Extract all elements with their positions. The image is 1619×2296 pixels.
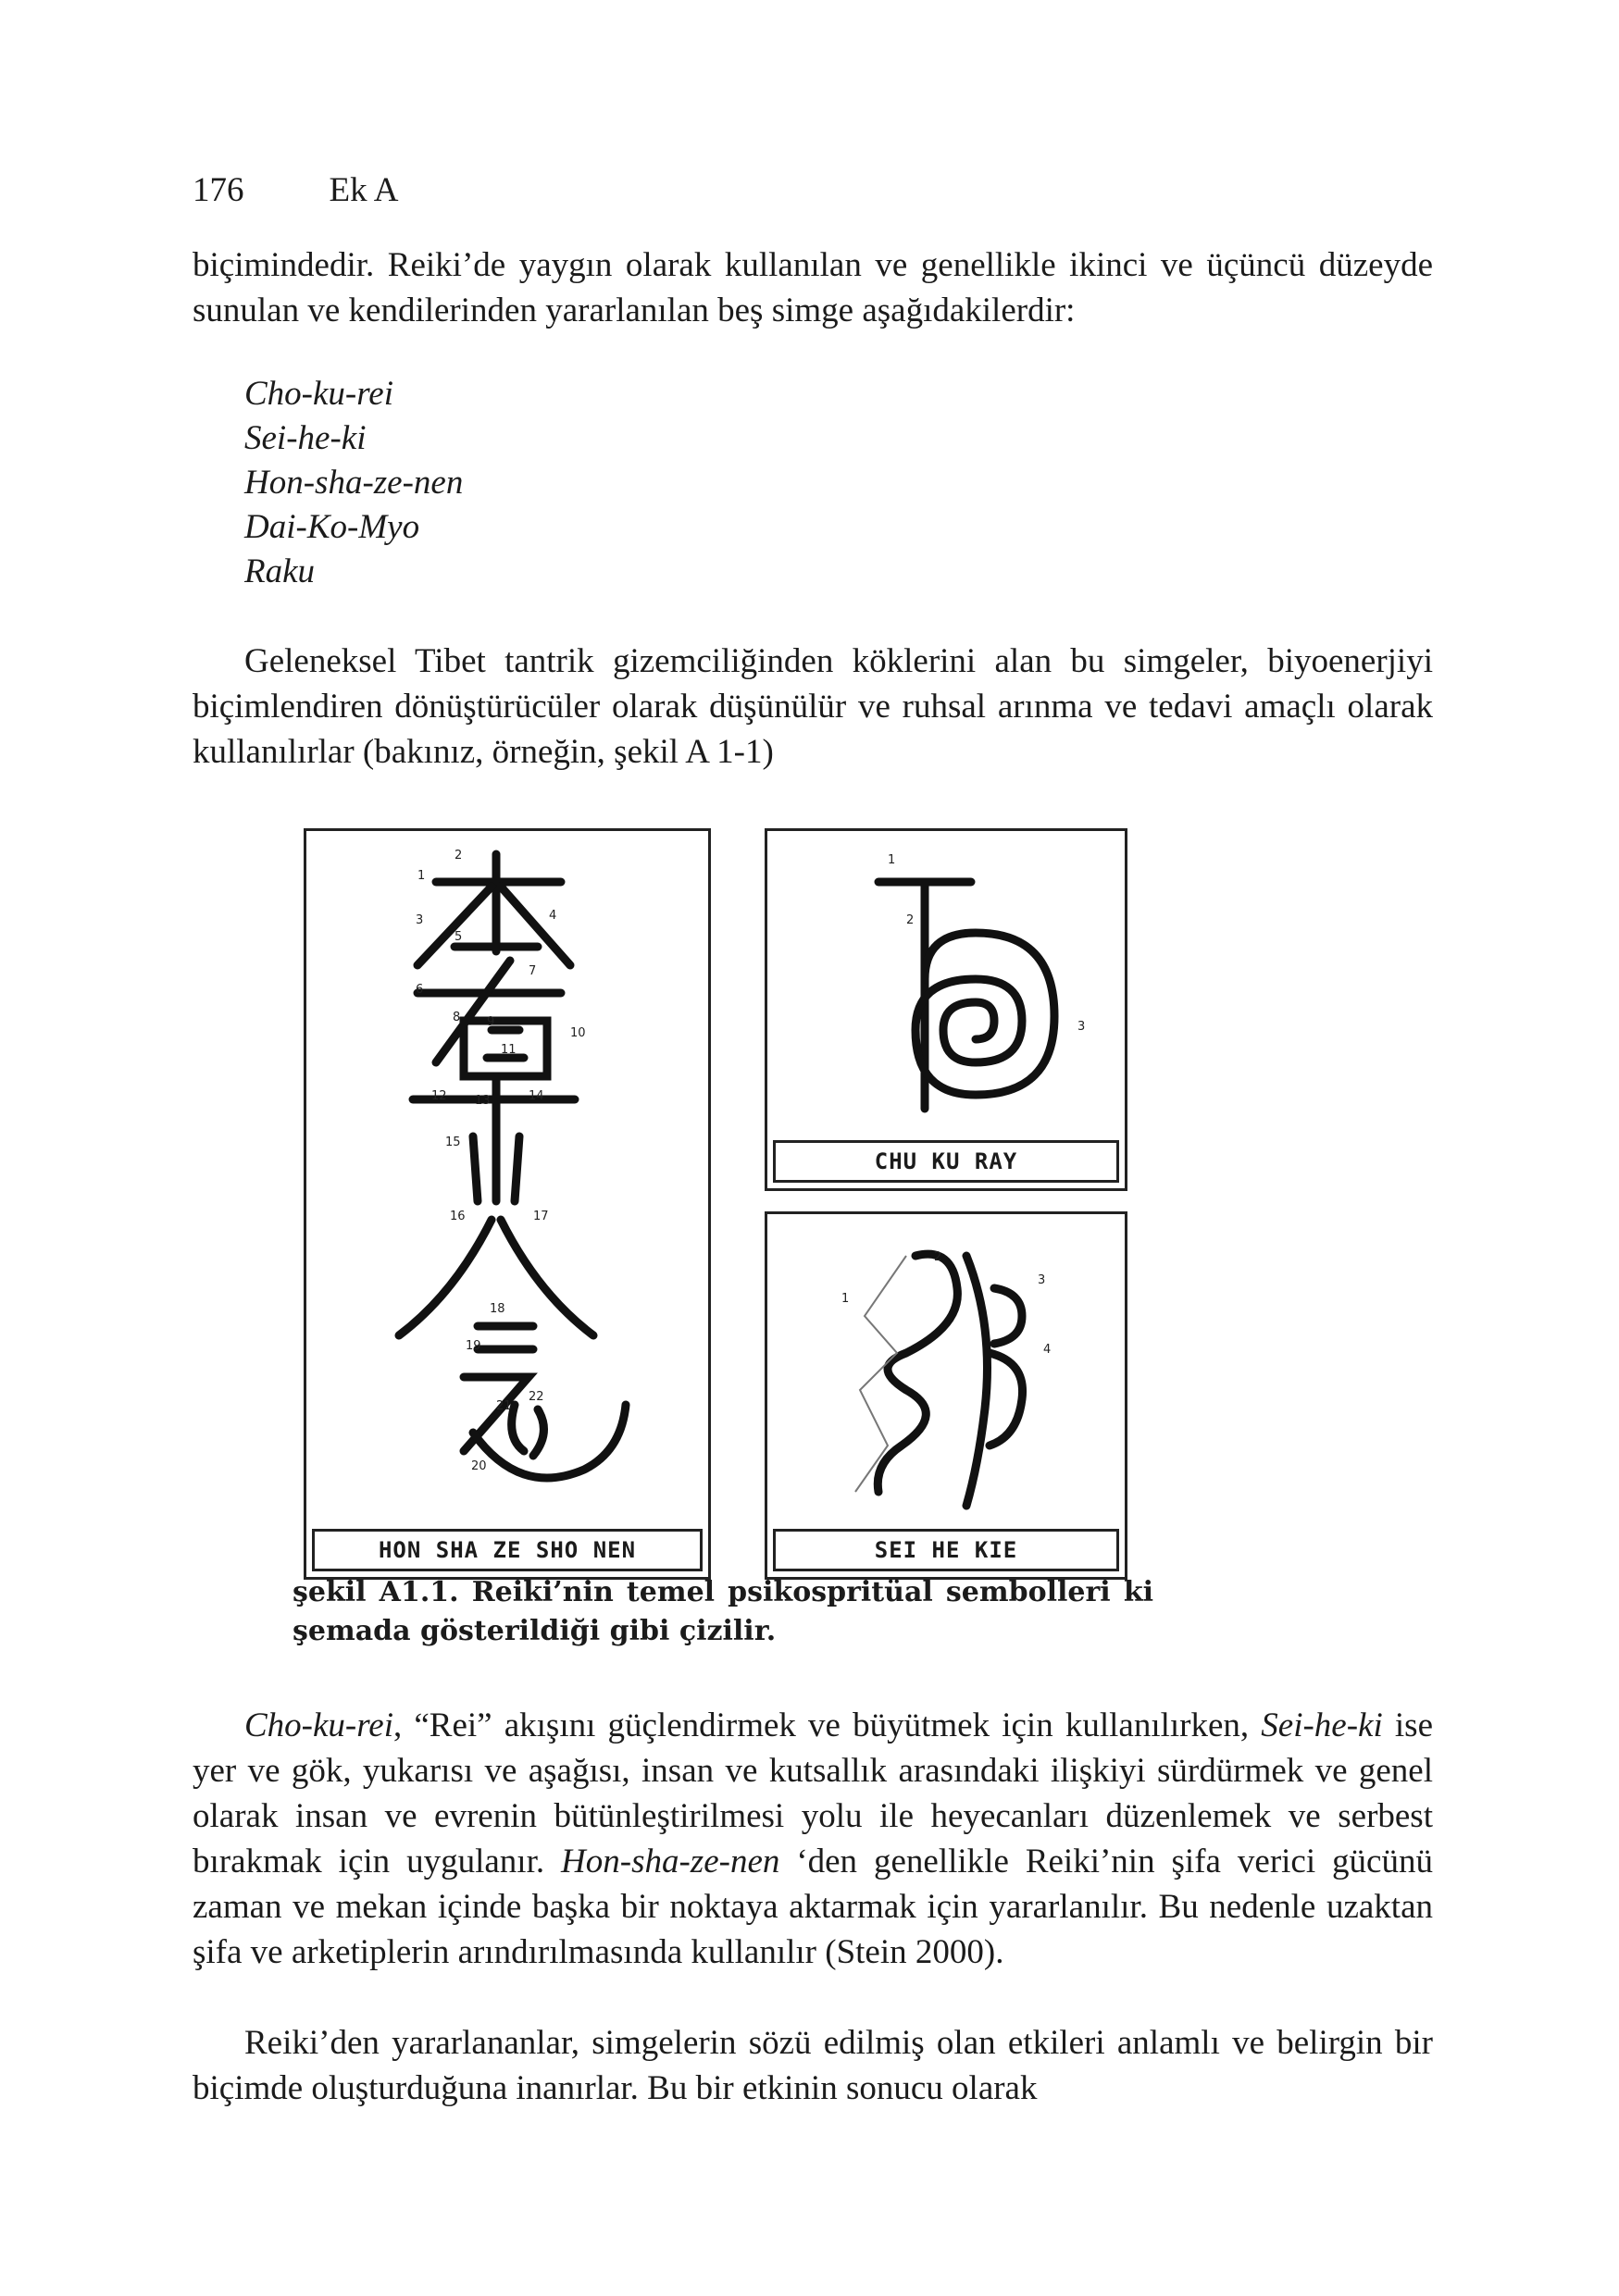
sei-he-kie-symbol — [767, 1214, 1125, 1524]
text-run: , “Rei” akışını güçlendirmek ve büyütmek için kullanılırken, — [392, 1706, 1262, 1744]
stroke-number: 1 — [888, 853, 896, 867]
figure-caption: şekil A1.1. Reiki’nin temel psikospritüal sembolleri ki şemada gösterildiği gibi çizilir. — [293, 1576, 1153, 1647]
list-item: Hon-sha-ze-nen — [244, 464, 464, 502]
page-header — [193, 170, 399, 210]
stroke-number: 6 — [416, 983, 424, 997]
stroke-number: 21 — [496, 1399, 512, 1413]
stroke-number: 18 — [490, 1302, 505, 1316]
stroke-number: 8 — [453, 1011, 461, 1024]
list-item: Cho-ku-rei — [244, 375, 393, 413]
stroke-number: 20 — [471, 1459, 487, 1473]
stroke-number: 10 — [570, 1026, 586, 1040]
stroke-number: 15 — [445, 1136, 461, 1149]
stroke-number: 12 — [431, 1089, 447, 1103]
panel-label: SEI HE KIE — [773, 1529, 1119, 1571]
stroke-number: 14 — [529, 1089, 544, 1103]
stroke-number: 7 — [529, 964, 537, 978]
term-cho-ku-rei: Cho-ku-rei — [244, 1706, 393, 1744]
stroke-number: 5 — [455, 930, 463, 944]
chapter-title: Ek A — [329, 171, 399, 209]
panel-chu-ku-ray — [765, 828, 1127, 1191]
stroke-number: 1 — [841, 1292, 850, 1306]
stroke-number: 3 — [416, 913, 424, 927]
stroke-number: 9 — [487, 1015, 495, 1029]
chu-ku-ray-symbol — [767, 831, 1125, 1136]
stroke-number: 3 — [1077, 1020, 1086, 1034]
stroke-number: 11 — [501, 1043, 517, 1057]
stroke-number: 16 — [450, 1210, 466, 1223]
list-item: Sei-he-ki — [244, 419, 367, 457]
panel-sei-he-kie — [765, 1211, 1127, 1580]
term-hon-sha-ze-nen: Hon-sha-ze-nen — [561, 1843, 780, 1880]
figure-reiki-symbols — [304, 828, 1127, 1585]
stroke-number: 13 — [475, 1094, 491, 1108]
stroke-number: 1 — [417, 869, 426, 883]
stroke-number: 19 — [466, 1339, 481, 1353]
stroke-number: 2 — [906, 913, 915, 927]
stroke-number: 3 — [1038, 1273, 1046, 1287]
page-number: 176 — [193, 171, 244, 209]
paragraph-symbol-uses — [193, 1703, 1433, 1975]
list-item: Raku — [244, 552, 316, 590]
term-sei-he-ki: Sei-he-ki — [1261, 1706, 1383, 1744]
text-run: ‘den genellikle Reiki’nin şifa verici gücünü zaman ve mekan içinde başka bir noktaya aktarmak için yararlanılır. Bu nedenle uzaktan şifa ve arketiplerin arındırılmasında kullanılır (Stein 2000). — [193, 1843, 1433, 1971]
paragraph-belief: Reiki’den yararlananlar, simgelerin sözü edilmiş olan etkileri anlamlı ve belirgin bir biçimde oluşturduğuna inanırlar. Bu bir etkinin sonucu olarak — [193, 2024, 1433, 2107]
stroke-number: 2 — [455, 849, 463, 863]
stroke-number: 4 — [1043, 1343, 1052, 1357]
paragraph-tibet: Geleneksel Tibet tantrik gizemciliğinden köklerini alan bu simgeler, biyoenerjiyi biçimlendiren dönüştürücüler olarak düşünülür ve ruhsal arınma ve tedavi amaçlı olarak kullanılırlar (bakınız, örneğin, şekil A 1-1) — [193, 642, 1433, 771]
list-item: Dai-Ko-Myo — [244, 508, 420, 546]
stroke-number: 22 — [529, 1390, 544, 1404]
hon-sha-ze-sho-nen-symbol — [306, 831, 708, 1516]
panel-label: HON SHA ZE SHO NEN — [312, 1529, 703, 1571]
panel-hon-sha-ze-sho-nen — [304, 828, 711, 1580]
text-run: ise yer ve gök, yukarısı ve aşağısı, insan ve kutsallık arasındaki ilişkiyi sürdürmek ve genel olarak insan ve evrenin bütünleştirilmesi yolu ile heyecanları düzenlemek ve serbest bırakmak için uygulanır. — [193, 1706, 1433, 1880]
stroke-number: 2 — [934, 1250, 942, 1264]
stroke-number: 4 — [549, 909, 557, 923]
paragraph-intro: biçimindedir. Reiki’de yaygın olarak kullanılan ve genellikle ikinci ve üçüncü düzeyde sunulan ve kendilerinden yararlanılan beş simge aşağıdakilerdir: — [193, 246, 1433, 329]
panel-label: CHU KU RAY — [773, 1140, 1119, 1183]
stroke-number: 17 — [533, 1210, 549, 1223]
symbol-list — [244, 372, 463, 594]
